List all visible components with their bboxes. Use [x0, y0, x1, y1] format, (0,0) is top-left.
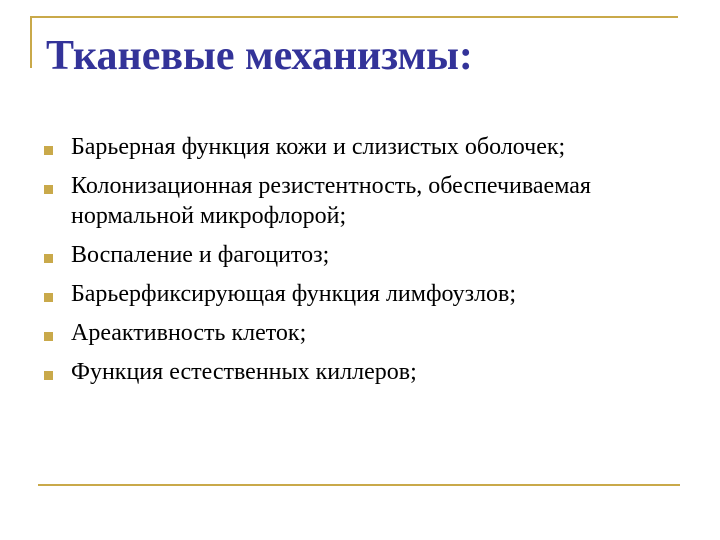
square-bullet-icon — [44, 371, 53, 380]
square-bullet-icon — [44, 332, 53, 341]
list-item-text: Колонизационная резистентность, обеспечиваемая нормальной микрофлорой; — [71, 173, 591, 229]
list-item-text: Функция естественных киллеров; — [71, 359, 417, 385]
list-item — [44, 279, 684, 309]
top-border-line — [30, 16, 678, 18]
square-bullet-icon — [44, 185, 53, 194]
list-item-text: Барьерная функция кожи и слизистых оболочек; — [71, 134, 566, 160]
left-border-line — [30, 16, 32, 68]
square-bullet-icon — [44, 293, 53, 302]
list-item-text: Ареактивность клеток; — [71, 320, 307, 346]
square-bullet-icon — [44, 146, 53, 155]
slide-title: Тканевые механизмы: — [46, 33, 473, 79]
list-item — [44, 240, 684, 270]
list-item — [44, 171, 684, 231]
list-item — [44, 132, 684, 162]
list-item — [44, 318, 684, 348]
bottom-border-line — [38, 484, 680, 486]
list-item-text: Барьерфиксирующая функция лимфоузлов; — [71, 281, 517, 307]
square-bullet-icon — [44, 254, 53, 263]
bullet-list — [44, 132, 684, 396]
list-item-text: Воспаление и фагоцитоз; — [71, 242, 330, 268]
list-item — [44, 357, 684, 387]
